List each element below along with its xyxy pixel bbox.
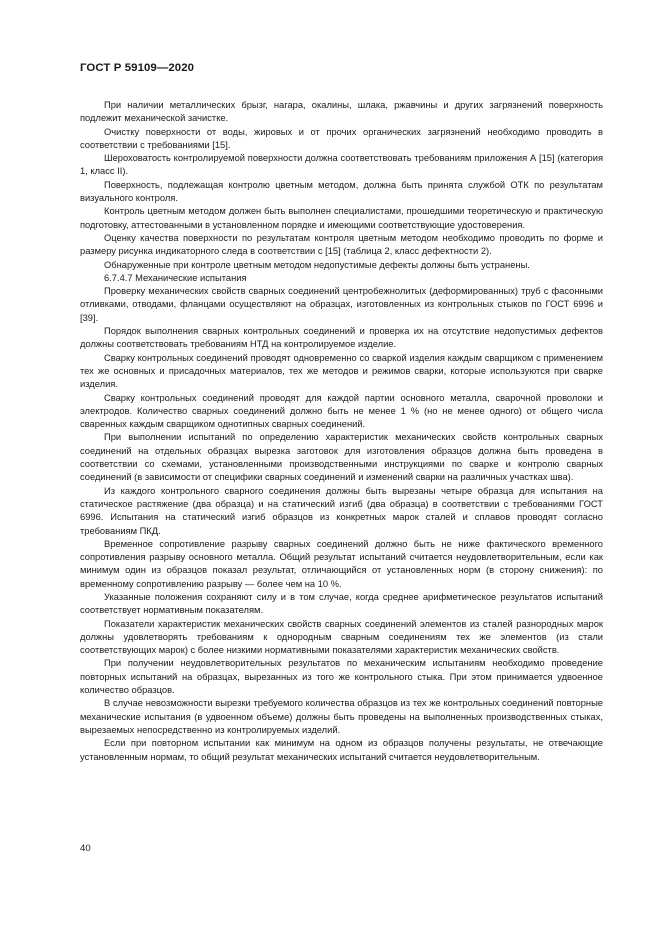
standard-designation: ГОСТ Р 59109—2020 [80, 62, 195, 74]
paragraph: Порядок выполнения сварных контрольных соединений и проверка их на отсутствие недопустимых дефектов должны соответствовать требованиям НТД на контролируемое изделие. [80, 326, 603, 350]
paragraph: Поверхность, подлежащая контролю цветным методом, должна быть принята службой ОТК по результатам визуального контроля. [80, 179, 603, 204]
paragraph: Из каждого контрольного сварного соединения должны быть вырезаны четыре образца для испытания на статическое растяжение (два образца) и на статический изгиб (два образца) в соответствии с требованиями ГОСТ 6996. Испытания на статический изгиб образцов из конкретных марок сталей и сплавов проводят согласно требованиям ПКД. [80, 485, 603, 536]
paragraph: При наличии металлических брызг, нагара, окалины, шлака, ржавчины и других загрязнений поверхность подлежит механической зачистке. [80, 100, 603, 124]
paragraph: Очистку поверхности от воды, жировых и от прочих органических загрязнений необходимо проводить в соответствии с требованиями [15]. [80, 126, 603, 150]
paragraph: Проверку механических свойств сварных соединений центробежнолитых (деформированных) труб с фасонными отливками, отводами, фланцами осуществляют на образцах, изготовленных из контрольных стыков по ГОСТ 6996 и [39]. [80, 286, 603, 323]
paragraph: Оценку качества поверхности по результатам контроля цветным методом необходимо проводить по форме и размеру рисунка индикаторного следа в соответствии с [15] (таблица 2, класс дефектности 2). [80, 232, 603, 257]
page-number: 40 [80, 843, 91, 854]
paragraph: Сварку контрольных соединений проводят для каждой партии основного металла, сварочной проволоки и электродов. Количество сварных соединений должно быть не менее 1 % (но не менее одного) от общего числа сваренных каждым сварщиком однотипных сварных соединений. [80, 392, 603, 430]
paragraph: Указанные положения сохраняют силу и в том случае, когда среднее арифметическое результатов испытаний соответствует нормативным показателям. [80, 591, 603, 616]
paragraph: Сварку контрольных соединений проводят одновременно со сваркой изделия каждым сварщиком с применением тех же основных и присадочных материалов, тех же методов и режимов сварки, которые используются при сварке изделия. [80, 352, 603, 390]
paragraph: Временное сопротивление разрыву сварных соединений должно быть не ниже фактического временного сопротивления разрыву основного металла. Общий результат испытаний считается неудовлетворительным, если как минимум один из образцов показал результат, отличающийся от установленных норм (в сторону снижения): по временному сопротивлению разрыву — более чем на 10 %. [80, 538, 603, 589]
paragraph: При выполнении испытаний по определению характеристик механических свойств контрольных сварных соединений на отдельных образцах вырезка заготовок для изготовления образцов должна быть проведена в соответствии со схемами, установленными производственными инструкциями по сварке и контролю сварных соединений (в зависимости от специфики сварных соединений и изменений сварки на различных участках шва). [80, 432, 603, 483]
paragraph: Показатели характеристик механических свойств сварных соединений элементов из сталей разнородных марок должны удовлетворять требованиям к однородным сварным соединениям тех же элементов (из стали соответствующих марок) с более низкими нормативными показателями характеристик механических свойств. [80, 618, 603, 656]
paragraph: Если при повторном испытании как минимум на одном из образцов получены результаты, не отвечающие установленным нормам, то общий результат механических испытаний считается неудовлетворительным. [80, 738, 603, 762]
paragraph: В случае невозможности вырезки требуемого количества образцов из тех же контрольных соединений повторные механические испытания (в удвоенном объеме) должны быть проведены на выполненных производственных стыках, вырезаемых непосредственно из контролируемых изделий. [80, 698, 603, 735]
paragraph: Шероховатость контролируемой поверхности должна соответствовать требованиям приложения А [15] (категория 1, класс II). [80, 153, 603, 177]
paragraph: Контроль цветным методом должен быть выполнен специалистами, прошедшими теоретическую и практическую подготовку, аттестованными в установленном порядке и имеющими соответствующие удостоверения. [80, 206, 603, 230]
paragraph: При получении неудовлетворительных результатов по механическим испытаниям необходимо проведение повторных испытаний на образцах, вырезанных из того же контрольного стыка. При этом принимается удвоенное количество образцов. [80, 658, 603, 696]
paragraph: Обнаруженные при контроле цветным методом недопустимые дефекты должны быть устранены. [104, 259, 530, 270]
section-heading: 6.7.4.7 Механические испытания [104, 272, 247, 283]
document-body [80, 99, 603, 764]
